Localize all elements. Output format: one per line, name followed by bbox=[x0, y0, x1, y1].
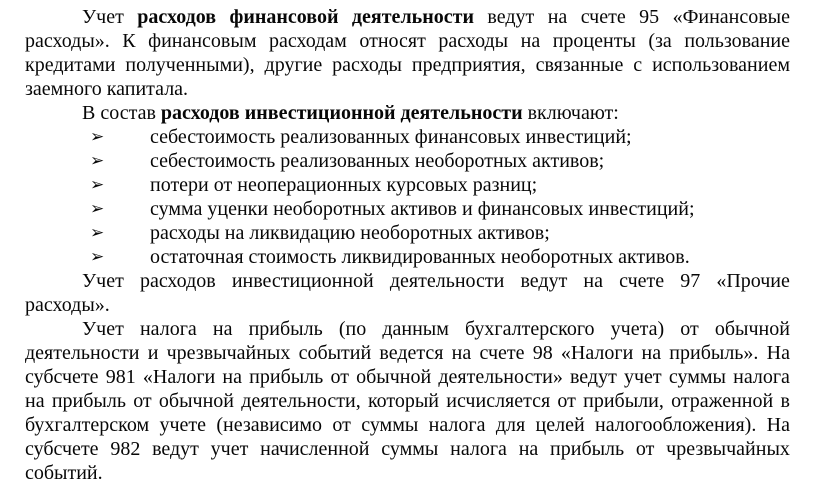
text-segment: включают: bbox=[527, 102, 619, 124]
word: от bbox=[635, 438, 655, 460]
bold-word: расходов bbox=[137, 6, 217, 28]
bullet-item-text: остаточная стоимость ликвидированных необоротных активов. bbox=[150, 246, 690, 268]
word: суммы bbox=[668, 366, 726, 388]
word: «Налоги bbox=[142, 366, 216, 388]
word: на bbox=[212, 318, 233, 340]
text-line bbox=[25, 269, 790, 293]
word: использованием bbox=[652, 54, 790, 76]
word: расходы bbox=[438, 30, 509, 52]
text-line bbox=[25, 5, 790, 29]
word: исчисляется bbox=[446, 390, 551, 412]
word: от bbox=[330, 366, 349, 388]
word: данным bbox=[382, 318, 449, 340]
word: обычной bbox=[356, 366, 432, 388]
text-line bbox=[25, 389, 790, 413]
word: «Прочие bbox=[716, 270, 790, 292]
bullet-item-text: сумма уценки необоротных активов и финансовых инвестиций; bbox=[150, 198, 695, 220]
word: на bbox=[222, 366, 243, 388]
word: расходам bbox=[268, 30, 347, 52]
word: деятельности, bbox=[241, 390, 361, 412]
word: на bbox=[25, 390, 45, 412]
word: налогообложения). bbox=[595, 414, 757, 436]
word: бухгалтерском bbox=[25, 414, 150, 436]
bullet-list-item bbox=[25, 221, 790, 245]
text-line bbox=[25, 293, 790, 317]
text-line bbox=[25, 341, 790, 365]
word: (по bbox=[338, 318, 367, 340]
text-line bbox=[25, 317, 790, 341]
word: другие bbox=[264, 54, 323, 76]
text-line bbox=[25, 101, 790, 125]
word: чрезвычайных bbox=[166, 342, 291, 364]
word: налога bbox=[733, 366, 790, 388]
word: (за bbox=[648, 30, 672, 52]
arrow-bullet-icon: ➢ bbox=[90, 175, 105, 195]
word: пользование bbox=[684, 30, 790, 52]
word: на bbox=[547, 6, 568, 28]
word: начисленной bbox=[260, 438, 370, 460]
word: прибыль». bbox=[669, 342, 759, 364]
text-line bbox=[25, 461, 790, 485]
word: суммы bbox=[381, 438, 439, 460]
word: в bbox=[780, 390, 790, 412]
word: на bbox=[451, 342, 472, 364]
word: деятельности bbox=[389, 270, 505, 292]
bullet-list-item bbox=[25, 197, 790, 221]
word: деятельности bbox=[25, 342, 140, 364]
bold-word: деятельности bbox=[351, 6, 474, 28]
word: учет bbox=[624, 366, 662, 388]
arrow-bullet-icon: ➢ bbox=[90, 199, 105, 219]
word: кредитами bbox=[25, 54, 116, 76]
word: который bbox=[367, 390, 440, 412]
text-line bbox=[25, 29, 790, 53]
word: налога bbox=[428, 414, 486, 436]
word: На bbox=[766, 342, 790, 364]
word: и bbox=[147, 342, 159, 364]
text-line bbox=[25, 413, 790, 437]
word: прибыль bbox=[550, 438, 625, 460]
text-segment: заемного капитала. bbox=[25, 78, 189, 100]
word: деятельности» bbox=[438, 366, 563, 388]
word: расходов bbox=[139, 270, 216, 292]
word: предприятия, bbox=[411, 54, 526, 76]
bullet-item-text: расходы на ликвидацию необоротных активов; bbox=[150, 222, 550, 244]
text-line bbox=[25, 437, 790, 461]
word: 98 bbox=[532, 342, 553, 364]
word: ведут bbox=[520, 270, 568, 292]
word: бухгалтерского bbox=[464, 318, 595, 340]
word: учета) bbox=[610, 318, 665, 340]
word: ведут bbox=[569, 366, 617, 388]
bullet-item-text: себестоимость реализованных финансовых инвестиций; bbox=[150, 126, 632, 148]
word: от bbox=[557, 390, 576, 412]
bullet-item-text: себестоимость реализованных необоротных активов; bbox=[150, 150, 605, 172]
word: относят bbox=[359, 30, 426, 52]
word: от bbox=[680, 318, 699, 340]
word: ведут bbox=[487, 6, 535, 28]
arrow-bullet-icon: ➢ bbox=[90, 151, 105, 171]
word: Учет bbox=[82, 6, 124, 28]
word: 97 bbox=[680, 270, 701, 292]
word: с bbox=[633, 54, 643, 76]
word: К bbox=[122, 30, 136, 52]
word: ведется bbox=[379, 342, 444, 364]
word: налога bbox=[450, 438, 507, 460]
text-line bbox=[25, 77, 790, 101]
bullet-item-text: потери от неоперационных курсовых разниц; bbox=[150, 174, 538, 196]
word: суммы bbox=[361, 414, 419, 436]
word: счете bbox=[580, 6, 626, 28]
word: для bbox=[495, 414, 526, 436]
word: отраженной bbox=[671, 390, 774, 412]
bullet-list-item bbox=[25, 149, 790, 173]
bullet-list-item bbox=[25, 245, 790, 269]
word: связанные bbox=[535, 54, 624, 76]
arrow-bullet-icon: ➢ bbox=[90, 127, 105, 147]
word: финансовым bbox=[148, 30, 257, 52]
bold-word: финансовой bbox=[229, 6, 339, 28]
word: (независимо bbox=[216, 414, 323, 436]
word: счете bbox=[479, 342, 525, 364]
word: обычной bbox=[158, 390, 234, 412]
word: на bbox=[641, 342, 662, 364]
word: прибыль bbox=[51, 390, 126, 412]
word: субсчете bbox=[25, 366, 99, 388]
text-line bbox=[25, 53, 790, 77]
arrow-bullet-icon: ➢ bbox=[90, 247, 105, 267]
word: прибыли, bbox=[583, 390, 664, 412]
income-tax-paragraph bbox=[25, 317, 790, 485]
bold-text-segment: расходов инвестиционной деятельности bbox=[160, 102, 523, 124]
word: «Финансовые bbox=[672, 6, 790, 28]
word: налога bbox=[139, 318, 197, 340]
text-segment: расходы». bbox=[25, 294, 110, 316]
word: прибыль bbox=[248, 318, 323, 340]
word: учете bbox=[159, 414, 207, 436]
word: субсчете bbox=[25, 438, 99, 460]
text-segment: событий. bbox=[25, 462, 103, 484]
word: прибыль bbox=[249, 366, 324, 388]
word: полученными), bbox=[125, 54, 255, 76]
word: на bbox=[518, 438, 539, 460]
word: учет bbox=[210, 438, 249, 460]
word: от bbox=[133, 390, 152, 412]
arrow-bullet-icon: ➢ bbox=[90, 223, 105, 243]
bullet-list-item bbox=[25, 173, 790, 197]
word: Учет bbox=[82, 270, 124, 292]
investment-expenses-intro-paragraph bbox=[25, 101, 790, 125]
word: расходы bbox=[332, 54, 402, 76]
word: чрезвычайных bbox=[666, 438, 790, 460]
word: 982 bbox=[110, 438, 141, 460]
text-line bbox=[25, 365, 790, 389]
word: расходы». bbox=[25, 30, 110, 52]
financial-expenses-paragraph bbox=[25, 5, 790, 101]
word: счете bbox=[619, 270, 665, 292]
word: инвестиционной bbox=[231, 270, 374, 292]
word: 981 bbox=[105, 366, 136, 388]
word: Учет bbox=[82, 318, 124, 340]
word: на bbox=[583, 270, 603, 292]
word: целей bbox=[535, 414, 585, 436]
word: 95 bbox=[639, 6, 660, 28]
investment-expense-items-list bbox=[25, 125, 790, 269]
bullet-list-item bbox=[25, 125, 790, 149]
word: от bbox=[332, 414, 351, 436]
account-97-paragraph bbox=[25, 269, 790, 317]
word: проценты bbox=[552, 30, 636, 52]
word: «Налоги bbox=[560, 342, 634, 364]
word: На bbox=[766, 414, 790, 436]
text-segment: В состав bbox=[82, 102, 156, 124]
word: событий bbox=[298, 342, 372, 364]
word: обычной bbox=[714, 318, 790, 340]
word: ведут bbox=[152, 438, 199, 460]
word: на bbox=[520, 30, 541, 52]
